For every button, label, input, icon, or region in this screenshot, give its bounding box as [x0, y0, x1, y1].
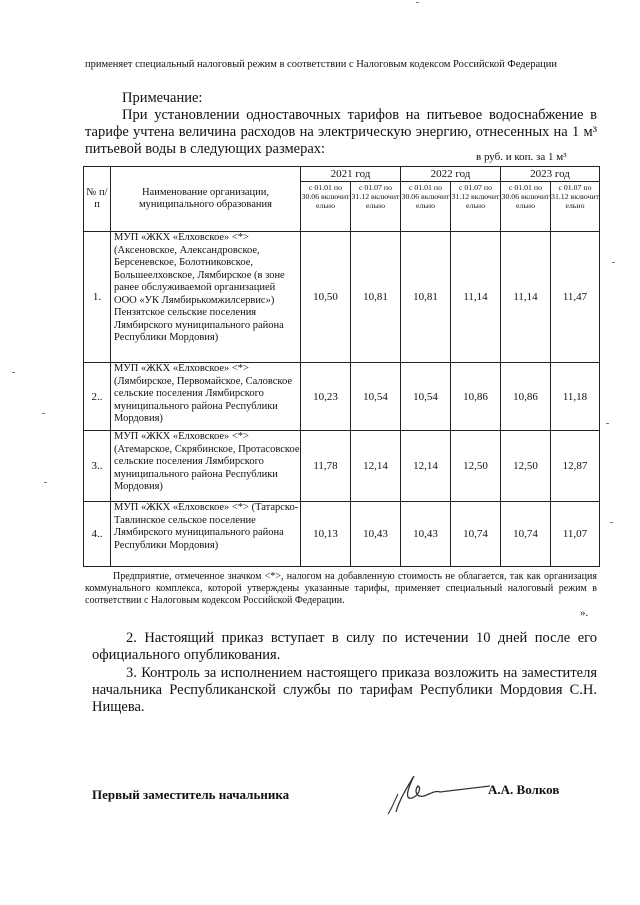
tariff-value: 11,07 [551, 502, 600, 567]
tariff-value: 12,50 [451, 431, 501, 502]
tariff-value: 10,43 [401, 502, 451, 567]
signatory-name: А.А. Волков [488, 782, 560, 797]
footnote-body: Предприятие, отмеченное значком <*>, налогом на добавленную стоимость не облагается, так как организация коммунального комплекса, которой утверждены указанные тарифы, применяет специальный налоговый режим в соответствии с Налоговым кодексом Российской Федерации. [85, 571, 597, 606]
column-header-name: Наименование организации, муниципального образования [111, 167, 301, 232]
table-row [84, 431, 600, 502]
year-header-2021: 2021 год [301, 167, 401, 182]
tariff-value: 11,14 [451, 232, 501, 363]
tariff-value: 10,54 [401, 363, 451, 431]
column-header-number: № п/п [84, 167, 111, 232]
paragraph-2 [92, 630, 597, 664]
year-header-2022: 2022 год [401, 167, 501, 182]
row-number: 1. [84, 232, 111, 363]
tariff-value: 10,81 [401, 232, 451, 363]
units-label: в руб. и коп. за 1 м³ [476, 151, 567, 163]
paragraph-3-text: 3. Контроль за исполнением настоящего приказа возложить на заместителя начальника Республиканской службы по тарифам Республики Мордовия С.Н. Нищева. [92, 665, 597, 715]
tariff-value: 10,50 [301, 232, 351, 363]
signatory-title: Первый заместитель начальника [92, 787, 290, 802]
scan-speck [606, 423, 609, 424]
top-continuation-text: применяет специальный налоговый режим в соответствии с Налоговым кодексом Российской Федерации [85, 59, 557, 70]
scan-speck [12, 372, 15, 373]
tariff-value: 12,50 [501, 431, 551, 502]
year-header-2023: 2023 год [501, 167, 600, 182]
table-row [84, 363, 600, 431]
tariff-value: 10,86 [451, 363, 501, 431]
scan-speck [416, 2, 419, 3]
tariff-value: 12,14 [401, 431, 451, 502]
footnote-closing-quote: ». [580, 607, 589, 619]
row-number: 4.. [84, 502, 111, 567]
scan-speck [610, 522, 613, 523]
tariff-value: 10,43 [351, 502, 401, 567]
tariff-value: 11,78 [301, 431, 351, 502]
row-number: 2.. [84, 363, 111, 431]
scan-speck [42, 413, 45, 414]
tariff-value: 10,13 [301, 502, 351, 567]
tariff-value: 10,74 [501, 502, 551, 567]
period-header-first-half: с 01.01 по 30.06 включит ельно [501, 182, 551, 232]
tariff-value: 10,81 [351, 232, 401, 363]
organization-name: МУП «ЖКХ «Елховское» <*> (Лямбирское, Первомайское, Саловское сельские поселения Лямбирского муниципального района Республики Мордовия) [111, 363, 301, 431]
period-header-first-half: с 01.01 по 30.06 включит ельно [301, 182, 351, 232]
note-text: При установлении одноставочных тарифов на питьевое водоснабжение в тарифе учтена величина расходов на электрическую энергию, отнесенных на 1 м³ питьевой воды в следующих размерах: [85, 107, 597, 157]
tariff-value: 12,87 [551, 431, 600, 502]
row-number: 3.. [84, 431, 111, 502]
table-row [84, 502, 600, 567]
tariff-value: 11,18 [551, 363, 600, 431]
tariff-table [83, 166, 600, 567]
paragraph-2-text: 2. Настоящий приказ вступает в силу по истечении 10 дней после его официального опубликования. [92, 630, 597, 663]
tariff-value: 10,23 [301, 363, 351, 431]
period-header-second-half: с 01.07 по 31.12 включит ельно [551, 182, 600, 232]
tariff-value: 10,86 [501, 363, 551, 431]
tariff-value: 11,14 [501, 232, 551, 363]
organization-name: МУП «ЖКХ «Елховское» <*> (Татарско-Тавлинское сельское поселение Лямбирского муниципального района Республики Мордовия) [111, 502, 301, 567]
period-header-first-half: с 01.01 по 30.06 включит ельно [401, 182, 451, 232]
note-heading: Примечание: [122, 90, 203, 106]
scan-speck [612, 262, 615, 263]
tariff-value: 10,74 [451, 502, 501, 567]
footnote-text [85, 571, 597, 607]
tariff-value: 10,54 [351, 363, 401, 431]
period-header-second-half: с 01.07 по 31.12 включит ельно [351, 182, 401, 232]
organization-name: МУП «ЖКХ «Елховское» <*> (Атемарское, Скрябинское, Протасовское сельские поселения Лямбирского муниципального района Республики Мордовия) [111, 431, 301, 502]
tariff-value: 11,47 [551, 232, 600, 363]
table-row [84, 232, 600, 363]
period-header-second-half: с 01.07 по 31.12 включит ельно [451, 182, 501, 232]
scan-speck [44, 482, 47, 483]
organization-name: МУП «ЖКХ «Елховское» <*> (Аксеновское, Александровское, Берсеневское, Болотниковское, Большеелховское, Лямбирское (в зоне ранее обслуживаемой организацией ООО «УК Лямбирькомжилсервис») Пензятское сельские поселения Лямбирского муниципального района Республики Мордовия) [111, 232, 301, 363]
tariff-value: 12,14 [351, 431, 401, 502]
paragraph-3 [92, 665, 597, 716]
handwritten-signature [378, 768, 498, 818]
